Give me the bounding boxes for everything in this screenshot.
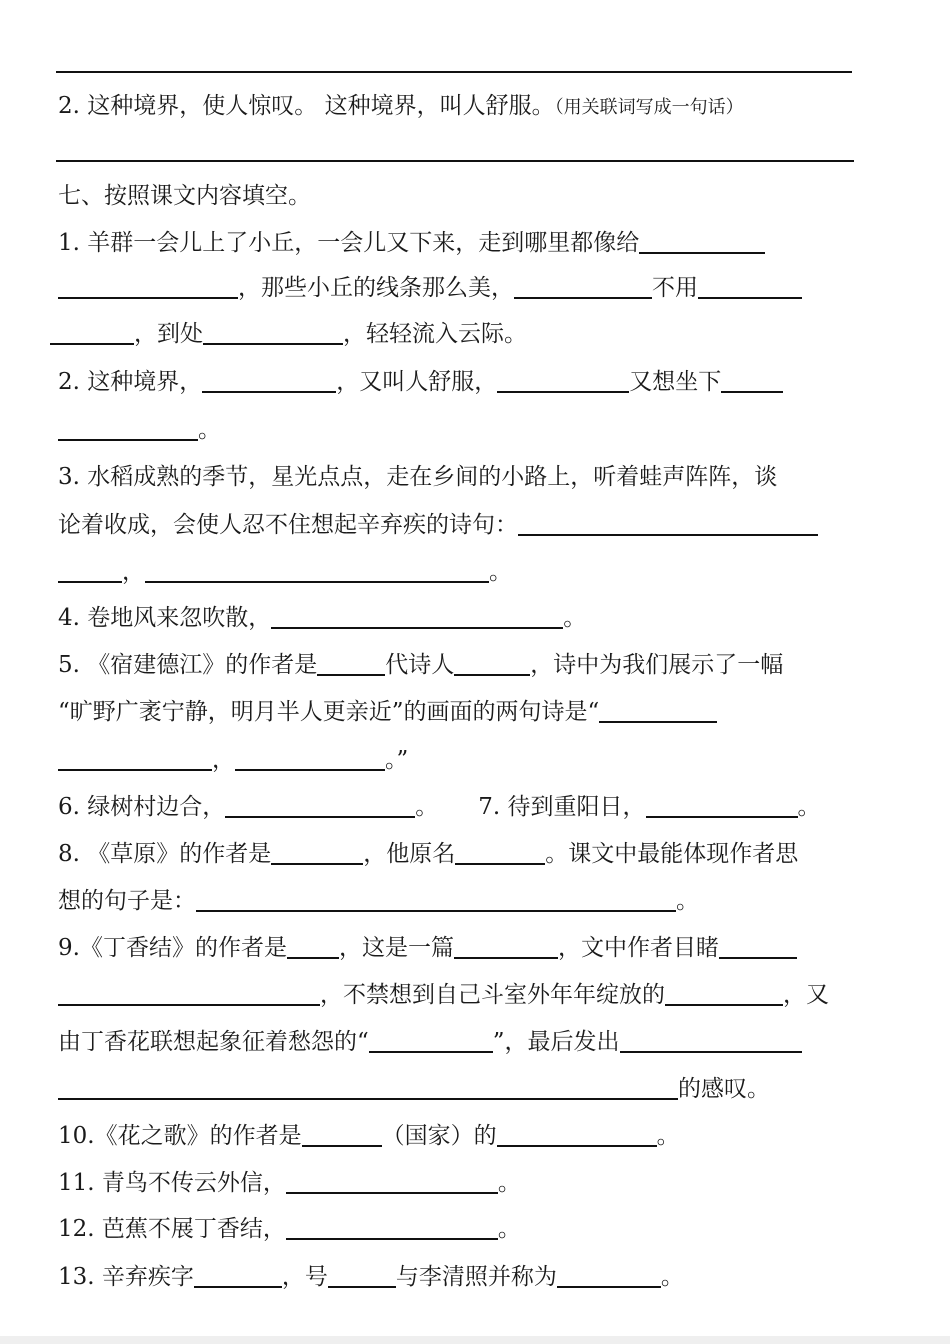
q1-line2	[58, 272, 894, 304]
q9-text: ，又	[783, 982, 829, 1008]
q9-line2	[58, 979, 894, 1011]
blank[interactable]	[620, 1029, 802, 1053]
q1-text: ，轻轻流入云际。	[343, 321, 527, 347]
q7-text: 。	[797, 794, 821, 820]
q9-text: ”，最后发出	[492, 1029, 620, 1055]
q9-text: 9.《丁香结》的作者是	[58, 935, 287, 961]
q7-text: 7. 待到重阳日，	[478, 794, 646, 820]
q1-line1	[58, 227, 894, 259]
q1-text: 1. 羊群一会儿上了小丘，一会儿又下来，走到哪里都像给	[58, 230, 640, 256]
q12-text: 。	[497, 1216, 521, 1242]
q3-text: 。	[489, 559, 512, 585]
blank[interactable]	[317, 652, 385, 676]
blank[interactable]	[58, 275, 238, 299]
q8-text: 。课文中最能体现作者思	[545, 841, 799, 867]
q4-line	[58, 602, 894, 634]
q2-line2	[58, 414, 894, 446]
blank[interactable]	[58, 417, 198, 441]
q1-text: 不用	[652, 275, 698, 301]
blank[interactable]	[58, 559, 122, 583]
q12-text: 12. 芭蕉不展丁香结，	[58, 1216, 286, 1242]
q6-item2-instruction: （用关联词写成一句话）	[554, 97, 744, 118]
blank[interactable]	[698, 275, 802, 299]
q13-text: 13. 辛弃疾字	[58, 1264, 194, 1290]
blank[interactable]	[203, 321, 343, 345]
q2-line1	[58, 366, 894, 398]
section7-heading: 七、按照课文内容填空。	[58, 183, 311, 209]
blank[interactable]	[497, 369, 629, 393]
q5-line1	[58, 649, 894, 681]
q9-text: ，这是一篇	[338, 935, 454, 961]
q8-line1	[58, 838, 894, 870]
q6-q7-line	[58, 791, 894, 823]
q10-line	[58, 1120, 894, 1152]
blank[interactable]	[719, 935, 797, 959]
blank[interactable]	[196, 888, 676, 912]
q8-text: ，他原名	[363, 841, 456, 867]
blank[interactable]	[145, 559, 489, 583]
q6-text: 6. 绿树村边合，	[58, 794, 226, 820]
blank[interactable]	[225, 794, 415, 818]
q12-line	[58, 1213, 894, 1245]
q8-line2	[58, 885, 894, 917]
q13-text: ，号	[281, 1264, 328, 1290]
blank[interactable]	[514, 275, 652, 299]
q11-text: 11. 青鸟不传云外信，	[58, 1170, 286, 1196]
q2-text: ，又叫人舒服，	[336, 369, 498, 395]
q9-line4	[58, 1073, 894, 1105]
q3-line2	[58, 509, 894, 541]
answer-line[interactable]	[56, 71, 852, 73]
blank[interactable]	[599, 699, 717, 723]
blank[interactable]	[497, 1123, 657, 1147]
q1-text: ，那些小丘的线条那么美，	[238, 275, 514, 301]
q5-text: “旷野广袤宁静，明月半人更亲近”的画面的两句诗是“	[58, 699, 600, 725]
blank[interactable]	[286, 1216, 498, 1240]
q8-text: 。	[676, 888, 699, 914]
blank[interactable]	[639, 230, 765, 254]
q9-line1	[58, 932, 894, 964]
q6-item2	[58, 90, 894, 124]
q8-text: 想的句子是：	[58, 888, 196, 914]
q8-text: 8. 《草原》的作者是	[58, 841, 272, 867]
q11-line	[58, 1167, 894, 1199]
q5-line3	[58, 744, 894, 776]
q3-line1: 3. 水稻成熟的季节，星光点点，走在乡间的小路上，听着蛙声阵阵，谈	[58, 464, 778, 490]
q9-text: 由丁香花联想起象征着愁怨的“	[58, 1029, 369, 1055]
q1-text: ，到处	[134, 321, 203, 347]
q5-text: ，诗中为我们展示了一幅	[530, 652, 784, 678]
q3-line3	[58, 556, 894, 588]
blank[interactable]	[271, 841, 363, 865]
blank[interactable]	[302, 1123, 382, 1147]
blank[interactable]	[646, 794, 798, 818]
blank[interactable]	[369, 1029, 493, 1053]
q13-text: 。	[660, 1264, 684, 1290]
blank[interactable]	[271, 605, 563, 629]
blank[interactable]	[454, 935, 558, 959]
q11-text: 。	[497, 1170, 521, 1196]
q2-text: 2. 这种境界，	[58, 369, 203, 395]
q1-line3	[50, 318, 894, 350]
q2-text: 。	[198, 417, 221, 443]
q6-text: 。	[415, 794, 439, 820]
blank[interactable]	[58, 747, 212, 771]
blank[interactable]	[665, 982, 783, 1006]
q9-text: ，文中作者目睹	[557, 935, 719, 961]
blank[interactable]	[287, 935, 339, 959]
q6-item2-text: 2. 这种境界，使人惊叹。 这种境界，叫人舒服。	[58, 93, 555, 119]
q3-text: 论着收成，会使人忍不住想起辛弃疾的诗句：	[58, 512, 518, 538]
q9-text: 的感叹。	[678, 1076, 770, 1102]
q5-text: 代诗人	[385, 652, 455, 678]
blank[interactable]	[58, 1076, 678, 1100]
q5-text: 。”	[385, 747, 409, 773]
blank[interactable]	[518, 512, 818, 536]
q4-text: 4. 卷地风来忽吹散，	[58, 605, 272, 631]
blank[interactable]	[202, 369, 336, 393]
blank[interactable]	[455, 841, 545, 865]
q5-text: 5. 《宿建德江》的作者是	[58, 652, 318, 678]
q10-text: （国家）的	[381, 1123, 497, 1149]
blank[interactable]	[454, 652, 530, 676]
page-bottom-edge	[0, 1336, 950, 1344]
q3-text: ，	[122, 559, 145, 585]
q4-text: 。	[563, 605, 587, 631]
blank[interactable]	[328, 1264, 396, 1288]
blank[interactable]	[235, 747, 385, 771]
q13-text: 与李清照并称为	[395, 1264, 557, 1290]
q5-text: ，	[212, 747, 235, 773]
blank[interactable]	[194, 1264, 282, 1288]
blank[interactable]	[58, 982, 320, 1006]
q10-text: 10.《花之歌》的作者是	[58, 1123, 302, 1149]
q9-text: ，不禁想到自己斗室外年年绽放的	[320, 982, 665, 1008]
q10-text: 。	[656, 1123, 680, 1149]
blank[interactable]	[50, 321, 134, 345]
q9-line3	[58, 1026, 894, 1058]
q13-line	[58, 1261, 894, 1293]
blank[interactable]	[721, 369, 783, 393]
q5-line2	[58, 696, 894, 728]
answer-line[interactable]	[56, 160, 854, 162]
blank[interactable]	[286, 1170, 498, 1194]
q2-text: 又想坐下	[629, 369, 722, 395]
blank[interactable]	[557, 1264, 661, 1288]
